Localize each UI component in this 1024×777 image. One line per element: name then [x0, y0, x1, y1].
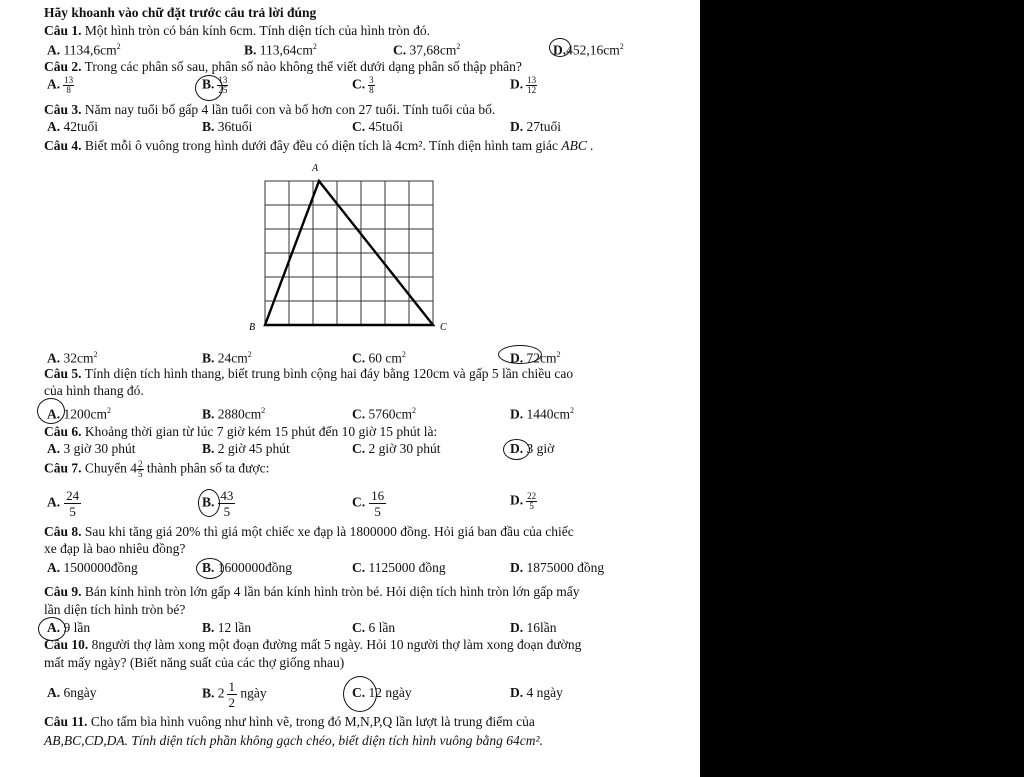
q5-option-a[interactable]: A. $1200cm^2$ [47, 406, 111, 422]
q7-option-a[interactable]: A. $\frac{24}{5}$ [47, 488, 80, 519]
answer-circle-mark [37, 398, 65, 424]
answer-circle-mark [549, 38, 571, 57]
question-3: Câu 3. Năm nay tuổi bố gấp 4 lần tuổi con và bố hơn con 27 tuổi. Tính tuổi của bố. [44, 102, 496, 117]
answer-circle-mark [198, 489, 220, 517]
q3-option-c[interactable]: C. 45tuổi [352, 119, 404, 134]
q2-option-a[interactable]: A. $\frac{13}{8}$ [47, 75, 74, 95]
answer-circle-mark [195, 75, 223, 101]
q4-option-c[interactable]: C. 60 $cm^2$ [352, 350, 406, 366]
point-a-label: A [312, 163, 319, 174]
q8-option-d[interactable]: D. 1875000 đồng [510, 560, 605, 575]
q2-option-b[interactable]: B. $\frac{13}{25}$ [202, 75, 228, 95]
q1-option-b[interactable]: B. $113,64cm^2$ [244, 42, 317, 58]
q10-option-b[interactable]: B. 2 $\frac{1}{2}$ ngày [202, 679, 267, 710]
q7-option-d[interactable]: D. $\frac{22}{5}$ [510, 491, 537, 511]
q8-option-c[interactable]: C. 1125000 đồng [352, 560, 446, 575]
q8-option-a[interactable]: A. 1500000đồng [47, 560, 138, 575]
q1-option-c[interactable]: C. $37,68cm^2$ [393, 42, 461, 58]
instruction-heading: Hãy khoanh vào chữ đặt trước câu trả lời đúng [44, 5, 317, 20]
q5-option-d[interactable]: D. $1440cm^2$ [510, 406, 574, 422]
question-7: Câu 7. Chuyển 4 $\frac{2}{5}$ thành phân số ta được: [44, 459, 270, 479]
question-5: Câu 5. Tính diện tích hình thang, biết trung bình cộng hai đáy bằng 120cm và gấp 5 lần chiều cao [44, 366, 574, 381]
q3-option-a[interactable]: A. 42tuổi [47, 119, 99, 134]
q3-option-d[interactable]: D. 27tuổi [510, 119, 562, 134]
q7-option-b[interactable]: B. $\frac{43}{5}$ [202, 488, 234, 519]
q1-option-d[interactable]: $D.452,16cm^2$ [553, 42, 624, 58]
question-9-continued: lần diện tích hình tròn bé? [44, 602, 186, 617]
q9-option-a[interactable]: A. 9 lần [47, 620, 91, 635]
q9-option-c[interactable]: C. 6 lần [352, 620, 396, 635]
q2-option-c[interactable]: C. $\frac{3}{8}$ [352, 75, 374, 95]
q10-option-a[interactable]: A. 6ngày [47, 685, 97, 700]
question-4: Câu 4. Biết mỗi ô vuông trong hình dưới đây đều có diện tích là 4cm². Tính diện hình tam giác ABC . [44, 138, 594, 153]
answer-circle-mark [196, 558, 224, 579]
q6-option-b[interactable]: B. 2 giờ 45 phút [202, 441, 290, 456]
grid-triangle-figure [240, 160, 460, 340]
question-2: Câu 2. Trong các phân số sau, phân số nào không thể viết dưới dạng phân số thập phân? [44, 59, 522, 74]
point-b-label: B [249, 322, 256, 333]
q6-option-c[interactable]: C. 2 giờ 30 phút [352, 441, 441, 456]
q5-option-b[interactable]: B. $2880cm^2$ [202, 406, 266, 422]
q6-option-d[interactable]: D. 3 giờ [510, 441, 555, 456]
question-8: Câu 8. Sau khi tăng giá 20% thì giá một chiếc xe đạp là 1800000 đồng. Hỏi giá ban đầu của chiếc [44, 524, 574, 539]
q7-option-c[interactable]: C. $\frac{16}{5}$ [352, 488, 385, 519]
question-10: Câu 10. 8người thợ làm xong một đoạn đường mất 5 ngày. Hỏi 10 người thợ làm xong đoạn đường [44, 637, 582, 652]
question-11: Câu 11. Cho tấm bìa hình vuông như hình vẽ, trong đó M,N,P,Q lần lượt là trung điểm của [44, 714, 535, 729]
answer-circle-mark [503, 439, 530, 460]
q4-option-b[interactable]: B. $24cm^2$ [202, 350, 252, 366]
q6-option-a[interactable]: A. 3 giờ 30 phút [47, 441, 136, 456]
q4-option-a[interactable]: A. $32cm^2$ [47, 350, 98, 366]
question-6: Câu 6. Khoảng thời gian từ lúc 7 giờ kém 15 phút đến 10 giờ 15 phút là: [44, 424, 438, 439]
question-8-continued: xe đạp là bao nhiêu đồng? [44, 541, 186, 556]
q3-option-b[interactable]: B. 36tuổi [202, 119, 253, 134]
q5-option-c[interactable]: C. $5760cm^2$ [352, 406, 416, 422]
question-9: Câu 9. Bán kính hình tròn lớn gấp 4 lần bán kính hình tròn bé. Hỏi diện tích hình tròn lớn gấp mấy [44, 584, 580, 599]
q10-option-c[interactable]: C. 12 ngày [352, 685, 412, 700]
q8-option-b[interactable]: B. 1600000đồng [202, 560, 293, 575]
q4-option-d[interactable]: D. $72cm^2$ [510, 350, 561, 366]
q2-option-d[interactable]: D. $\frac{13}{12}$ [510, 75, 537, 95]
point-c-label: C [440, 322, 447, 333]
q1-option-a[interactable]: A. $1134,6cm^2$ [47, 42, 121, 58]
q9-option-b[interactable]: B. 12 lần [202, 620, 252, 635]
question-11-continued: AB,BC,CD,DA. Tính diện tích phần không gạch chéo, biết diện tích hình vuông bằng 64cm². [44, 733, 543, 748]
q10-option-d[interactable]: D. 4 ngày [510, 685, 563, 700]
black-margin-panel [700, 0, 1024, 777]
question-10-continued: mất mấy ngày? (Biết năng suất của các thợ giống nhau) [44, 655, 345, 670]
q9-option-d[interactable]: D. 16lần [510, 620, 557, 635]
question-5-continued: của hình thang đó. [44, 383, 144, 398]
answer-circle-mark [498, 345, 542, 364]
question-1: Câu 1. Một hình tròn có bán kính 6cm. Tính diện tích của hình tròn đó. [44, 23, 430, 38]
answer-circle-mark [343, 676, 377, 712]
